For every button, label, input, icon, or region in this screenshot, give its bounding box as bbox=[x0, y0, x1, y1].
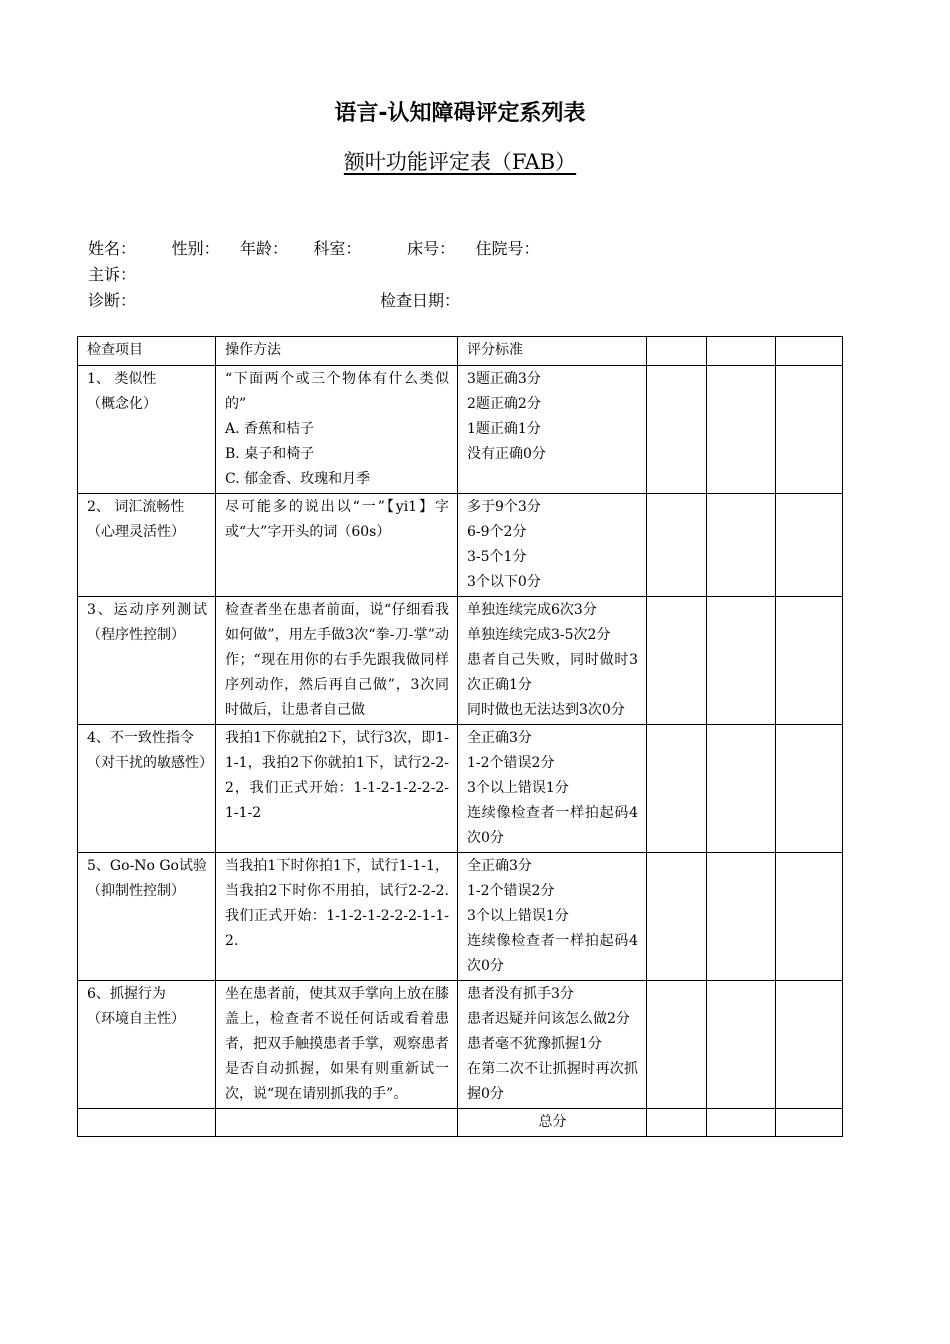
score-cell[interactable] bbox=[707, 337, 776, 366]
score-criteria-cell-line: 在第二次不让抓握时再次抓握0分 bbox=[467, 1061, 638, 1102]
method-cell-line: 我拍1下你就拍2下，试行3次，即1-1-1，我拍2下你就拍1下，试行2-2-2，我们正式开始：1-1-2-1-2-2-2-1-1-2 bbox=[225, 730, 449, 821]
item-cell-line: 1、 类似性 bbox=[87, 371, 157, 387]
patient-info-line-1: 姓名： 性别： 年龄： 科室： 床号： 住院号： bbox=[88, 239, 540, 258]
score-cell[interactable] bbox=[776, 725, 843, 853]
item-cell-line: （抑制性控制） bbox=[87, 883, 185, 899]
item-cell-line: 2、 词汇流畅性 bbox=[87, 499, 185, 515]
score-cell[interactable] bbox=[776, 981, 843, 1109]
item-cell bbox=[78, 494, 216, 597]
score-cell[interactable] bbox=[647, 337, 707, 366]
table-row bbox=[78, 597, 843, 725]
empty-cell bbox=[78, 1109, 216, 1137]
table-row bbox=[78, 853, 843, 981]
total-score-cell[interactable] bbox=[776, 1109, 843, 1137]
score-cell[interactable] bbox=[707, 981, 776, 1109]
item-cell-line: 5、Go-No Go试验 bbox=[87, 858, 207, 874]
score-criteria-cell-line: 2题正确2分 bbox=[467, 396, 541, 412]
table-header-row bbox=[78, 337, 843, 366]
score-criteria-cell-line: 3-5个1分 bbox=[467, 549, 527, 565]
score-cell[interactable] bbox=[647, 366, 707, 494]
score-criteria-cell-line: 连续像检查者一样拍起码4次0分 bbox=[467, 805, 638, 846]
score-criteria-cell-line: 多于9个3分 bbox=[467, 499, 541, 515]
form-subtitle-text: 额叶功能评定表（FAB） bbox=[343, 150, 577, 174]
method-cell-line: “下面两个或三个物体有什么类似的” bbox=[225, 371, 449, 412]
item-cell bbox=[78, 981, 216, 1109]
method-cell-line: C. 郁金香、玫瑰和月季 bbox=[225, 471, 371, 487]
diagnosis-label: 诊断： bbox=[88, 291, 137, 310]
total-score-cell[interactable] bbox=[647, 1109, 707, 1137]
score-criteria-cell-line: 患者自己失败，同时做时3次正确1分 bbox=[467, 652, 638, 693]
score-criteria-cell-line: 患者没有抓手3分 bbox=[467, 986, 574, 1002]
score-cell[interactable] bbox=[647, 494, 707, 597]
score-cell[interactable] bbox=[776, 337, 843, 366]
method-cell-line: 尽可能多的说出以“一”【yi1】字或“大”字开头的词（60s） bbox=[225, 499, 449, 540]
item-cell-line: （对干扰的敏感性） bbox=[87, 755, 213, 771]
score-cell[interactable] bbox=[707, 494, 776, 597]
method-cell-line: 检查者坐在患者前面，说“仔细看我如何做”，用左手做3次“拳-刀-掌”动作；“现在用你的右手先跟我做同样序列动作，然后再自己做”，3次同时做后，让患者自己做 bbox=[225, 602, 449, 718]
score-cell[interactable] bbox=[647, 597, 707, 725]
page-title: 语言-认知障碍评定系列表 bbox=[334, 101, 586, 126]
exam-date-label: 检查日期： bbox=[380, 291, 461, 310]
method-cell-line: 当我拍1下时你拍1下，试行1-1-1，当我拍2下时你不用拍，试行2-2-2.我们正式开始：1-1-2-1-2-2-2-1-1-2. bbox=[225, 858, 449, 949]
method-cell-line: A. 香蕉和桔子 bbox=[225, 421, 315, 437]
score-cell[interactable] bbox=[647, 981, 707, 1109]
score-criteria-cell-line: 全正确3分 bbox=[467, 858, 532, 874]
item-cell bbox=[78, 597, 216, 725]
score-criteria-cell bbox=[458, 366, 647, 494]
method-cell bbox=[216, 853, 458, 981]
score-criteria-cell-line: 患者迟疑并问该怎么做2分 bbox=[467, 1011, 630, 1027]
score-criteria-cell-line: 3个以下0分 bbox=[467, 574, 541, 590]
total-score-cell[interactable] bbox=[707, 1109, 776, 1137]
item-cell-line: 6、抓握行为 bbox=[87, 986, 166, 1002]
method-cell-line: B. 桌子和椅子 bbox=[225, 446, 315, 462]
score-criteria-cell-line: 单独连续完成3-5次2分 bbox=[467, 627, 611, 643]
method-cell bbox=[216, 366, 458, 494]
table-row bbox=[78, 494, 843, 597]
item-cell bbox=[78, 366, 216, 494]
score-criteria-cell bbox=[458, 494, 647, 597]
table-row bbox=[78, 981, 843, 1109]
score-cell[interactable] bbox=[776, 366, 843, 494]
score-criteria-cell-line: 患者毫不犹豫抓握1分 bbox=[467, 1036, 602, 1052]
score-criteria-cell-line: 3个以上错误1分 bbox=[467, 780, 569, 796]
score-criteria-cell bbox=[458, 597, 647, 725]
score-cell[interactable] bbox=[707, 597, 776, 725]
item-cell-line: （环境自主性） bbox=[87, 1011, 185, 1027]
total-row bbox=[78, 1109, 843, 1137]
score-criteria-cell-line: 3个以上错误1分 bbox=[467, 908, 569, 924]
header-item: 检查项目 bbox=[78, 337, 216, 366]
item-cell bbox=[78, 853, 216, 981]
score-criteria-cell bbox=[458, 981, 647, 1109]
score-cell[interactable] bbox=[647, 853, 707, 981]
score-criteria-cell-line: 3题正确3分 bbox=[467, 371, 541, 387]
score-criteria-cell bbox=[458, 725, 647, 853]
score-cell[interactable] bbox=[707, 366, 776, 494]
score-criteria-cell-line: 6-9个2分 bbox=[467, 524, 527, 540]
score-cell[interactable] bbox=[776, 853, 843, 981]
score-criteria-cell-line: 1-2个错误2分 bbox=[467, 755, 555, 771]
header-method: 操作方法 bbox=[216, 337, 458, 366]
method-cell bbox=[216, 494, 458, 597]
fab-table-body bbox=[78, 337, 843, 1137]
empty-cell bbox=[216, 1109, 458, 1137]
score-criteria-cell-line: 1题正确1分 bbox=[467, 421, 541, 437]
header-score: 评分标准 bbox=[458, 337, 647, 366]
item-cell bbox=[78, 725, 216, 853]
item-cell-line: 4、不一致性指令 bbox=[87, 730, 194, 746]
score-criteria-cell-line: 同时做也无法达到3次0分 bbox=[467, 702, 625, 718]
method-cell bbox=[216, 725, 458, 853]
score-criteria-cell bbox=[458, 853, 647, 981]
total-label: 总分 bbox=[458, 1109, 647, 1137]
item-cell-line: 3、运动序列测试（程序性控制） bbox=[87, 602, 207, 643]
method-cell bbox=[216, 597, 458, 725]
fab-table bbox=[77, 336, 843, 1137]
score-criteria-cell-line: 没有正确0分 bbox=[467, 446, 546, 462]
score-cell[interactable] bbox=[707, 725, 776, 853]
chief-complaint-label: 主诉： bbox=[88, 265, 137, 284]
method-cell bbox=[216, 981, 458, 1109]
score-cell[interactable] bbox=[647, 725, 707, 853]
score-cell[interactable] bbox=[707, 853, 776, 981]
form-subtitle bbox=[0, 146, 920, 176]
score-cell[interactable] bbox=[776, 597, 843, 725]
score-criteria-cell-line: 连续像检查者一样拍起码4次0分 bbox=[467, 933, 638, 974]
score-criteria-cell-line: 单独连续完成6次3分 bbox=[467, 602, 597, 618]
item-cell-line: （概念化） bbox=[87, 396, 157, 412]
score-criteria-cell-line: 1-2个错误2分 bbox=[467, 883, 555, 899]
table-row bbox=[78, 366, 843, 494]
method-cell-line: 坐在患者前，使其双手掌向上放在膝盖上，检查者不说任何话或看着患者，把双手触摸患者手掌，观察患者是否自动抓握，如果有则重新试一次，说“现在请别抓我的手”。 bbox=[225, 986, 449, 1102]
table-row bbox=[78, 725, 843, 853]
item-cell-line: （心理灵活性） bbox=[87, 524, 185, 540]
score-criteria-cell-line: 全正确3分 bbox=[467, 730, 532, 746]
score-cell[interactable] bbox=[776, 494, 843, 597]
